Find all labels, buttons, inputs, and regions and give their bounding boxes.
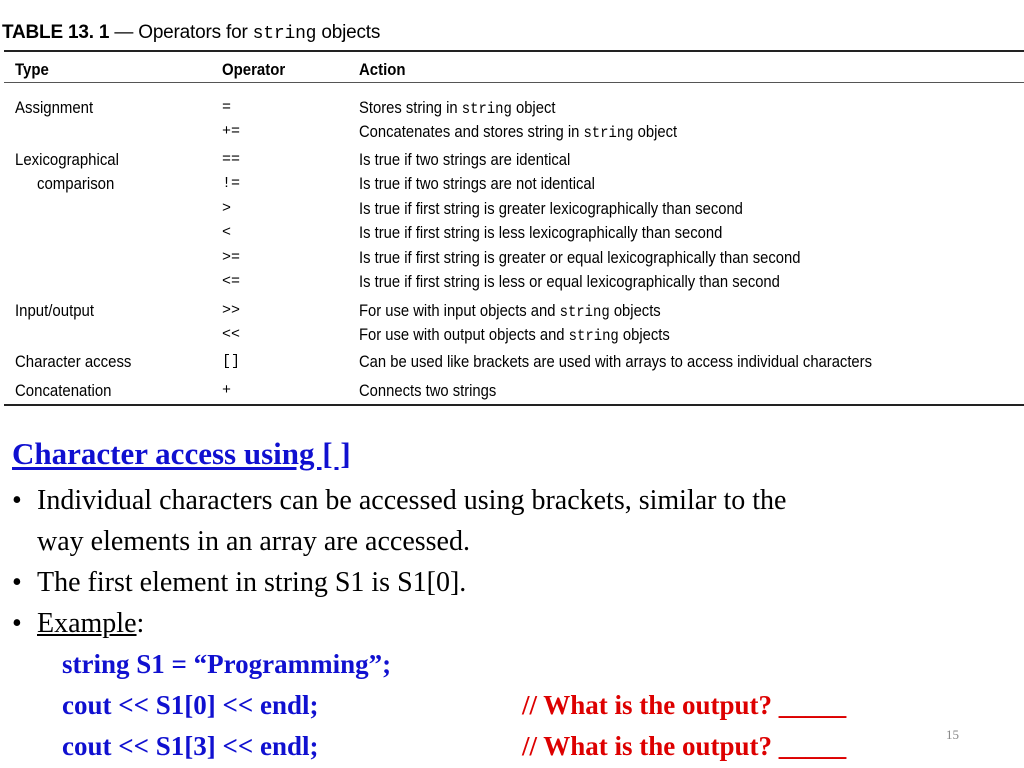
table-row [0,147,1024,172]
row-action [359,269,780,296]
row-action-text: Is true if first string is greater or equal lexicographically than second [359,248,801,267]
table-bottom-rule [4,404,1024,406]
row-action-suffix: object [633,122,678,141]
row-action [359,298,661,325]
row-type: Input/output [15,301,95,320]
row-action [359,349,872,376]
row-action [359,220,722,247]
code-line-2: cout << S1[0] << endl; [62,690,319,720]
example-colon: : [136,608,145,639]
table-row [0,171,1024,196]
row-operator: > [222,200,232,217]
row-action-mono: string [583,124,634,142]
page-number: 15 [946,727,959,742]
row-action-text: Can be used like brackets are used with arrays to access individual characters [359,352,872,371]
table-row [0,322,1024,347]
row-action [359,196,743,223]
row-action-text: For use with output objects and [359,325,569,344]
row-action-text: Connects two strings [359,381,497,400]
table-caption-dash: — [109,22,139,43]
row-action [359,147,570,174]
header-action: Action [359,60,406,79]
row-action-text: For use with input objects and [359,301,560,320]
code-line-3: cout << S1[3] << endl; [62,731,319,761]
row-action [359,119,677,146]
slide-heading: Character access using [ ] [12,436,351,471]
row-operator: >= [222,249,241,266]
row-action-text: Is true if first string is less or equal lexicographically than second [359,272,780,291]
table-row [0,269,1024,294]
table-row [0,349,1024,374]
row-action-text: Is true if two strings are not identical [359,174,595,193]
row-type: comparison [37,174,115,193]
table-row [0,298,1024,323]
row-action-mono: string [461,100,512,118]
row-type: Character access [15,352,132,371]
header-operator: Operator [222,60,286,79]
row-operator: = [222,99,232,116]
row-type: Concatenation [15,381,112,400]
table-row [0,245,1024,270]
table-header-rule [4,82,1024,83]
row-action-suffix: objects [609,301,661,320]
table-caption-label: TABLE 13. 1 [2,22,110,43]
table-top-rule [4,50,1024,52]
row-action-suffix: object [511,98,556,117]
row-operator: << [222,326,241,343]
row-action-text: Stores string in [359,98,462,117]
bullet-2-text: The first element in string S1 is S1[0]. [37,567,467,598]
bullet-3-text [37,604,144,644]
row-action [359,245,800,272]
row-operator: [] [222,353,241,370]
bullet-dot: • [12,567,22,598]
row-operator: += [222,123,241,140]
row-action [359,171,595,198]
row-operator: < [222,224,232,241]
row-action-text: Is true if first string is greater lexicographically than second [359,199,743,218]
bullet-1-line-2: way elements in an array are accessed. [37,526,470,557]
table-row [0,119,1024,144]
row-action [359,378,496,405]
bullet-dot: • [12,485,22,516]
example-label: Example [37,608,137,639]
row-action [359,95,555,122]
table-caption-post: objects [316,22,381,43]
row-action-text: Is true if first string is less lexicographically than second [359,223,723,242]
row-action-suffix: objects [618,325,670,344]
row-type: Lexicographical [15,150,119,169]
row-action-mono: string [568,327,619,345]
row-operator: == [222,151,241,168]
row-operator: != [222,175,241,192]
table-row [0,95,1024,120]
row-operator: + [222,382,232,399]
row-action [359,322,670,349]
header-type: Type [15,60,49,79]
code-comment-3: // What is the output? _____ [522,731,847,761]
table-row [0,196,1024,221]
row-operator: <= [222,273,241,290]
row-action-text: Is true if two strings are identical [359,150,571,169]
row-operator: >> [222,302,241,319]
table-caption-pre: Operators for [138,22,253,43]
table-caption [2,22,380,44]
bullet-dot: • [12,608,22,639]
row-action-mono: string [559,303,610,321]
code-comment-2: // What is the output? _____ [522,690,847,720]
bullet-1-line-1: Individual characters can be accessed using brackets, similar to the [37,485,787,516]
table-caption-mono: string [252,24,317,44]
table-row [0,378,1024,403]
row-type: Assignment [15,98,94,117]
table-row [0,220,1024,245]
code-line-1: string S1 = “Programming”; [62,649,392,679]
row-action-text: Concatenates and stores string in [359,122,584,141]
